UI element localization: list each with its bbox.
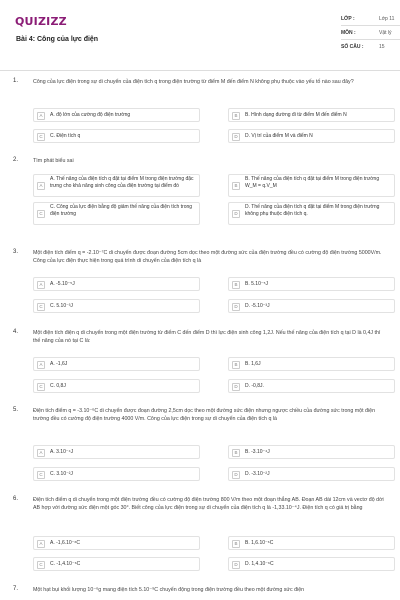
option-a[interactable] [33, 108, 200, 122]
option-text: B. 5.10⁻⁵J [245, 281, 269, 287]
option-c[interactable] [33, 202, 200, 225]
option-a[interactable] [33, 357, 200, 371]
question-text: Công của lực điện trong sự di chuyển của điện tích q trong điện trường từ điểm M đến điểm N không phụ thuộc vào yếu tố nào sau đây? [33, 79, 354, 85]
option-letter: A [37, 182, 45, 190]
option-c[interactable] [33, 299, 200, 313]
option-text: D. 1,4.10⁻⁶C [245, 561, 274, 567]
option-text: A. -1,6.10⁻⁶C [50, 540, 80, 546]
option-c[interactable] [33, 379, 200, 393]
option-letter: B [232, 361, 240, 369]
option-text: A. -5.10⁻⁵J [50, 281, 75, 287]
header-divider [0, 70, 400, 71]
option-d[interactable] [228, 202, 395, 225]
question-3 [13, 249, 387, 314]
option-letter: B [232, 112, 240, 120]
option-d[interactable] [228, 379, 395, 393]
option-letter: A [37, 112, 45, 120]
worksheet-header [13, 12, 395, 76]
option-text: C. Công của lực điện bằng độ giảm thế năng của điện tích trong điện trường [50, 204, 193, 218]
question-text: Điện tích điểm q di chuyển trong một điện trường đều có cường độ điện trường 800 V/m theo một đoạn thẳng AB. Đoạn AB dài 12cm và vectơ độ dời AB hợp với đường sức điện một góc 30°. Biết công của lực điện trong sự di chuyển của điện tích q là -1,33.10⁻⁴J. Điện tích q có giá trị bằng [33, 497, 384, 512]
option-letter: D [232, 133, 240, 141]
meta-row-subject [341, 26, 400, 40]
option-b[interactable] [228, 445, 395, 459]
option-text: D. -5.10⁻³J [245, 303, 270, 309]
question-number: 1. [13, 78, 19, 84]
option-text: D. Thế năng của điện tích q đặt tại điểm M trong điện trường không phụ thuộc điện tích q. [245, 204, 380, 218]
option-d[interactable] [228, 557, 395, 571]
option-letter: C [37, 303, 45, 311]
question-number: 3. [13, 249, 19, 255]
meta-value: 15 [379, 44, 385, 50]
option-text: B. 1,6.10⁻⁶C [245, 540, 274, 546]
page-title: Bài 4: Công của lực điện [16, 36, 99, 43]
question-text: Tìm phát biểu sai [33, 158, 74, 164]
option-letter: B [232, 540, 240, 548]
question-number: 4. [13, 329, 19, 335]
question-6 [13, 496, 387, 576]
option-text: A. -1,6J [50, 361, 68, 367]
option-letter: D [232, 471, 240, 479]
question-number: 5. [13, 407, 19, 413]
option-d[interactable] [228, 299, 395, 313]
option-b[interactable] [228, 357, 395, 371]
meta-panel [341, 12, 400, 54]
option-d[interactable] [228, 467, 395, 481]
option-letter: D [232, 383, 240, 391]
question-text: Một điện tích điểm q = -2.10⁻⁷C di chuyển được đoạn đường 5cm dọc theo một đường sức của điện trường đều có cường độ điện trường 5000V/m. Công của lực điện thực hiện trong quá trình di chuyển của điện tích q là [33, 250, 382, 265]
option-letter: C [37, 471, 45, 479]
option-letter: C [37, 210, 45, 218]
option-text: C. -1,4.10⁻⁶C [50, 561, 81, 567]
meta-label: SỐ CÂU : [341, 44, 364, 50]
question-4 [13, 329, 387, 394]
question-text: Điện tích điểm q = -3.10⁻⁶C di chuyển được đoạn đường 2,5cm dọc theo một đường sức điện nhưng ngược chiều của đường sức trong một điện trường đều có cường độ điện trường 4000 V/m. Công của lực điện trong sự di chuyển của điện tích q là [33, 408, 376, 423]
question-number: 6. [13, 496, 19, 502]
option-a[interactable] [33, 174, 200, 197]
option-b[interactable] [228, 536, 395, 550]
option-text: B. Thế năng của điện tích q đặt tại điểm M trong điện trường W_M = q.V_M [245, 176, 380, 190]
meta-value: Vật lý [379, 30, 392, 36]
option-letter: B [232, 449, 240, 457]
question-5 [13, 407, 387, 482]
option-a[interactable] [33, 536, 200, 550]
question-2 [13, 157, 387, 237]
option-b[interactable] [228, 108, 395, 122]
option-letter: D [232, 210, 240, 218]
option-letter: A [37, 449, 45, 457]
option-text: C. 0,8J [50, 383, 66, 389]
option-letter: A [37, 361, 45, 369]
option-b[interactable] [228, 174, 395, 197]
option-text: D. -3.10⁻²J [245, 471, 270, 477]
option-letter: A [37, 540, 45, 548]
option-letter: B [232, 281, 240, 289]
option-letter: D [232, 561, 240, 569]
option-text: B. 1,6J [245, 361, 261, 367]
option-text: C. 3.10⁻²J [50, 471, 73, 477]
meta-value: Lớp 11 [379, 16, 395, 22]
option-a[interactable] [33, 277, 200, 291]
option-letter: C [37, 133, 45, 141]
option-text: A. 3.10⁻⁴J [50, 449, 74, 455]
option-text: A. độ lớn của cường độ điện trường [50, 112, 131, 118]
option-text: A. Thế năng của điện tích q đặt tại điểm M trong điện trường đặc trưng cho khả năng sinh công của điện trường tại điểm đó [50, 176, 194, 190]
option-c[interactable] [33, 557, 200, 571]
question-1 [13, 78, 387, 138]
option-letter: C [37, 383, 45, 391]
meta-row-class [341, 12, 400, 26]
option-c[interactable] [33, 467, 200, 481]
option-letter: B [232, 182, 240, 190]
quizizz-logo: QUIZIZZ [15, 15, 67, 28]
option-text: C. 5.10⁻³J [50, 303, 73, 309]
option-a[interactable] [33, 445, 200, 459]
option-text: B. -3.10⁻⁴J [245, 449, 270, 455]
option-letter: D [232, 303, 240, 311]
meta-row-count [341, 40, 400, 54]
option-d[interactable] [228, 129, 395, 143]
option-text: C. Điện tích q [50, 133, 81, 139]
question-text: Một điện tích điện q di chuyển trong một điện trường từ điểm C đến điểm D thì lực điện sinh công 1,2J. Nếu thế năng của điện tích q tại D là 0,4J thì thế năng của nó tại C là: [33, 330, 381, 345]
option-text: D. -0,8J. [245, 383, 264, 389]
option-letter: C [37, 561, 45, 569]
question-number: 7. [13, 586, 19, 592]
option-letter: A [37, 281, 45, 289]
question-number: 2. [13, 157, 19, 163]
meta-label: MÔN : [341, 30, 356, 36]
meta-label: LỚP : [341, 16, 355, 22]
option-text: D. Vị trí của điểm M và điểm N [245, 133, 313, 139]
question-7 [13, 586, 387, 600]
option-c[interactable] [33, 129, 200, 143]
option-text: B. Hình dạng đường đi từ điểm M đến điểm N [245, 112, 347, 118]
question-text: Một hạt bụi khối lượng 10⁻⁶g mang điện tích 5.10⁻⁹C chuyển động trong điện trường đều theo một đường sức điện [33, 587, 305, 593]
option-b[interactable] [228, 277, 395, 291]
